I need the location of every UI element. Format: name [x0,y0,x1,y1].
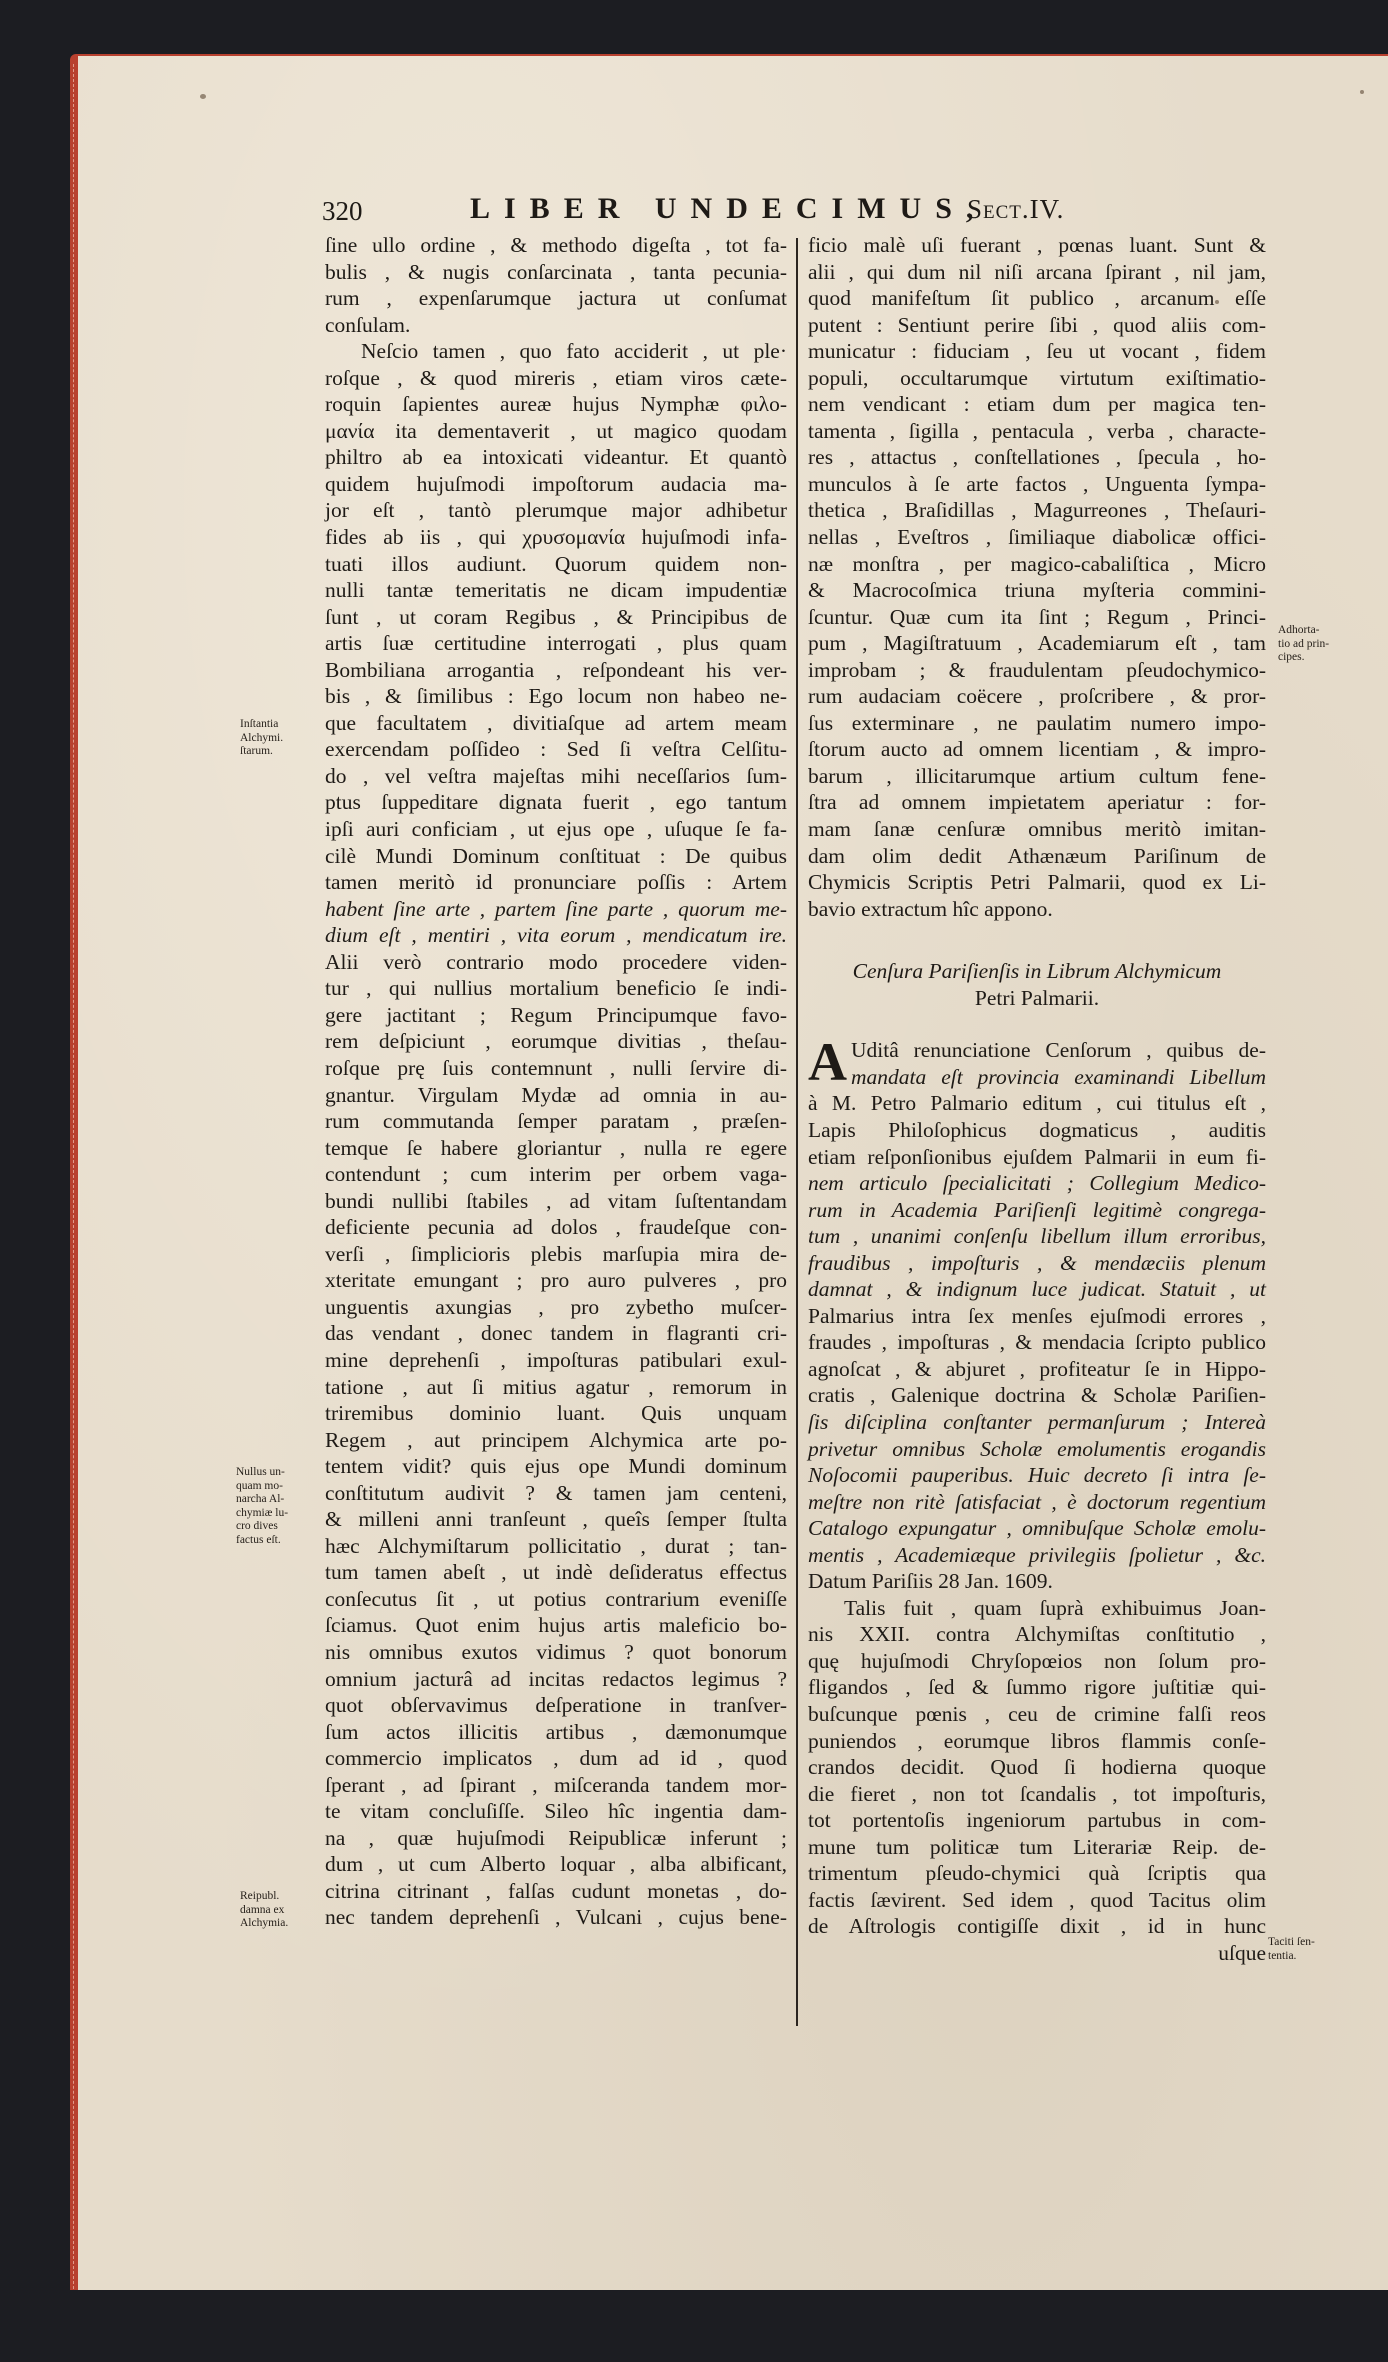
margin-note-line: Alchymi. [240,731,284,744]
text-line: fraudibus , impoſturis , & mendæciis plenum [808,1250,1266,1275]
text-line: nis omnibus exutos vidimus ? quot bonorum [325,1639,787,1664]
margin-note-line: Nullus un- [236,1466,285,1478]
text-line: tot portentoſis ingeniorum partubus in com- [808,1808,1266,1833]
text-line: tum , unanimi conſenſu libellum illum erroribus, [808,1224,1266,1249]
page-bottom-edge [70,2290,1388,2362]
text-line: dum , ut cum Alberto loquar , alba albificant, [325,1852,787,1877]
text-line: agnoſcat , & abjuret , profiteatur ſe in Hippo- [808,1356,1266,1381]
text-line: gere jactitant ; Regum Principumque favo- [325,1002,787,1027]
foxing-spot [1360,90,1364,94]
text-line: do , vel veſtra majeſtas mihi neceſſarios ſum- [325,763,787,788]
text-line: commercio implicatos , dum ad id , quod [325,1746,787,1771]
text-line: buſcunque pœnis , ceu de crimine falſi reos [808,1701,1266,1726]
text-line: ſum actos illicitis artibus , dæmonumque [325,1719,787,1744]
text-line: ſperant , ad ſpirant , miſceranda tandem mor- [325,1772,787,1797]
text-line: trimentum pſeudo-chymici quà ſcriptis qua [808,1861,1266,1886]
text-line: philtro ab ea intoxicati videantur. Et quantò [325,445,787,470]
text-line: rum , expenſarumque jactura ut conſumat [325,286,787,311]
text-line: roquin ſapientes aureæ hujus Nymphæ φιλο- [325,392,787,417]
text-line: tamenta , ſigilla , pentacula , verba , characte- [808,418,1266,443]
text-line: fligandos , ſed & ſummo rigore juſtitiæ qui- [808,1675,1266,1700]
text-line: pum , Magiſtratuum , Academiarum eſt , tam [808,631,1266,656]
text-line: damnat , & indignum luce judicat. Statuit , ut [808,1277,1266,1302]
text-line: quot obſervavimus deſperatione in tranſver- [325,1693,787,1718]
text-line: næ monſtra , per magico-cabaliſtica , Micro [808,551,1266,576]
text-line: ſis diſciplina conſtanter permanſurum ; Intereà [808,1409,1266,1434]
text-line: habent ſine arte , partem ſine parte , quorum me- [325,896,787,921]
left-column [325,232,787,1931]
text-line: μανία ita dementaverit , ut magico quodam [325,418,787,443]
text-line: dam olim dedit Athænæum Pariſinum de [808,843,1266,868]
text-line: roſque prę ſuis contemnunt , nulli ſervire di- [325,1055,787,1080]
margin-note-line: Inſtantia [240,718,279,730]
text-line: etiam reſponſionibus ejuſdem Palmarii in eum fi- [808,1144,1266,1169]
text-line: Lapis Philoſophicus dogmaticus , auditis [808,1117,1266,1142]
text-line: conſulam. [325,312,411,337]
text-line: hæc Alchymiſtarum pollicitatio , durat ; tan- [325,1533,787,1558]
text-line: puniendos , eorumque libros flammis conſe- [808,1728,1266,1753]
text-line: artis ſuæ certitudine interrogati , plus quam [325,631,787,656]
text-line: quidem hujuſmodi impoſtorum audacia ma- [325,471,787,496]
text-line: unguentis axungias , pro zybetho muſcer- [325,1294,787,1319]
text-line: temque ſe habere gloriantur , nulla re egere [325,1135,787,1160]
censure-heading-line1: Cenſura Pariſienſis in Librum Alchymicum [852,959,1222,984]
margin-note-line: narcha Al- [236,1493,285,1505]
text-line: tentem vidit? quis ejus ope Mundi dominum [325,1454,787,1479]
margin-note-line: Taciti ſen- [1268,1936,1315,1948]
text-line: die fieret , non tot ſcandalis , tot impoſturis, [808,1781,1266,1806]
text-line: nem articulo ſpecialicitati ; Collegium Medico- [808,1171,1266,1196]
text-line: fraudes , impoſturas , & mendacia ſcripto publico [808,1330,1266,1355]
text-line: crandos decidit. Quod ſi hodierna quoque [808,1755,1266,1780]
text-line: verſi , ſimplicioris plebis marſupia mira de- [325,1241,787,1266]
text-line: quod manifeſtum ſit publico , arcanum eſſe [808,286,1266,311]
text-line: mandata eſt provincia examinandi Libellum [851,1064,1266,1089]
text-line: Chymicis Scriptis Petri Palmarii, quod ex Li- [808,870,1266,895]
section-label: Sect.IV. [967,194,1065,224]
text-line: ipſi auri conficiam , ut ejus ope , uſuque ſe fa- [325,817,787,842]
text-line: rem deſpiciunt , eorumque divitias , theſau- [325,1029,787,1054]
right-column-continuation [808,1595,1266,1967]
text-line: bulis , & nugis conſarcinata , tanta pecunia- [325,259,787,284]
text-line: tuati illos audiunt. Quorum quidem non- [325,551,787,576]
text-line: roſque , & quod mireris , etiam viros cæte- [325,365,787,390]
right-column [808,232,1266,1966]
text-line: populi, occultarumque virtutum exiſtimatio- [808,365,1266,390]
margin-note-line: quam mo- [236,1479,283,1492]
text-line: ficio malè uſi fuerant , pœnas luant. Sunt & [808,233,1266,257]
text-line: exercendam poſſideo : Sed ſi veſtra Celſitu- [325,737,787,762]
text-line: ſtra ad omnem impietatem aperiatur : for- [808,790,1266,815]
text-line: triremibus dominio luant. Quis unquam [325,1401,787,1426]
text-line: ſciamus. Quot enim hujus artis maleficio bo- [325,1613,787,1638]
text-line: rum audaciam coëcere , proſcribere , & pror- [808,684,1266,709]
text-line: mine deprehenſi , impoſturas patibulari exul- [325,1347,787,1372]
text-line: Neſcio tamen , quo fato acciderit , ut ple· [361,339,787,364]
text-line: ſtorum aucto ad omnem licentiam , & impro- [808,737,1266,762]
running-head [322,192,1282,232]
page-number: 320 [322,196,363,226]
text-line: Palmarius intra ſex menſes ejuſmodi errores , [808,1303,1266,1328]
margin-note-taciti [1268,1936,1315,1963]
text-line: omnium jacturâ ad incitas redactos legimus ? [325,1666,787,1691]
text-line: bavio extractum hîc appono. [808,896,1053,921]
text-line: que facultatem , divitiaſque ad artem meam [325,710,787,735]
text-line: nellas , Eveſtros , ſimiliaque diabolicæ offici- [808,525,1266,550]
text-line: barum , illicitarumque artium cultum fene- [808,763,1266,788]
text-line: ptus ſuppeditare dignata fuerit , ego tantum [325,790,787,815]
text-line: xteritate emungant ; pro auro pulveres , pro [325,1268,787,1293]
text-line: ſcuntur. Quæ cum ita ſint ; Regum , Princi- [808,604,1266,629]
text-line: alii , qui dum nil niſi arcana ſpirant , nil jam, [808,259,1266,284]
text-line: putent : Sentiunt perire ſibi , quod aliis com- [808,312,1266,337]
margin-note-line: tio ad prin- [1278,637,1330,650]
text-line: Catalogo expungatur , omnibuſque Scholæ emolu- [808,1516,1266,1541]
margin-note-line: damna ex [240,1903,285,1916]
text-line: nec tandem deprehenſi , Vulcani , cujus bene- [325,1905,787,1930]
margin-note-instantia [240,718,283,759]
text-line: mune tum politicæ tum Literariæ Reip. de- [808,1834,1266,1859]
text-line: tatione , aut ſi mitius agatur , remorum in [325,1374,787,1399]
margin-note-line: cro dives [236,1520,278,1532]
text-line: privetur omnibus Scholæ emolumentis erogandis [808,1436,1266,1461]
text-line: Uditâ renunciatione Cenſorum , quibus de- [851,1038,1266,1063]
margin-note-line: Adhorta- [1278,624,1320,636]
text-line: na , quæ hujuſmodi Reipublicæ inferunt ; [325,1825,787,1850]
text-line: & Macrocoſmica triuna myſteria commini- [808,578,1266,603]
censure-text [808,1032,1266,1594]
text-line: improbam ; & fraudulentam pſeudochymico- [808,657,1266,682]
text-line: contendunt ; cum interim per orbem vaga- [325,1162,787,1187]
margin-note-line: factus eſt. [236,1533,281,1546]
text-line: ſus exterminare , ne paulatim numero impo- [808,710,1266,735]
text-line: gnantur. Virgulam Mydæ ad omnia in au- [325,1082,787,1107]
text-line: bundi nullibi ſtabiles , ad vitam ſuſtentandam [325,1188,787,1213]
censure-heading-line2: Petri Palmarii. [974,985,1100,1010]
text-line: res , attactus , conſtellationes , ſpecula , ho- [808,445,1266,470]
text-line: das vendant , donec tandem in flagranti cri- [325,1321,787,1346]
drop-cap: A [808,1032,847,1093]
text-line: factis ſævirent. Sed idem , quod Tacitus olim [808,1887,1266,1912]
text-line: cilè Mundi Dominum conſtituat : De quibus [325,843,787,868]
text-line: & milleni anni tranſeunt , queîs ſemper ſtulta [325,1507,787,1532]
text-line: deficiente pecunia ad dolos , fraudeſque con- [325,1215,787,1240]
text-line: dium eſt , mentiri , vita eorum , mendicatum ire. [325,923,787,948]
foxing-spot [200,94,206,99]
text-line: Bombiliana arrogantia , reſpondeant his ver- [325,657,787,682]
margin-note-line: Reipubl. [240,1890,280,1902]
margin-note-line: tentia. [1268,1949,1297,1962]
book-title: LIBER UNDECIMUS, [470,192,988,225]
text-line: thetica , Braſidillas , Magurreones , Theſauri- [808,498,1266,523]
text-line: nis XXII. contra Alchymiſtas conſtitutio , [808,1622,1266,1647]
margin-note-adhortatio [1278,624,1329,665]
text-line: rum commutanda ſemper paratam , præſen- [325,1109,787,1134]
text-line: conſtitutum audivit ? & tamen jam centeni, [325,1480,787,1505]
margin-note-line: ſtarum. [240,745,273,757]
text-line: conſecutus ſit , ut potius contrarium eveniſſe [325,1586,787,1611]
text-line: Noſocomii pauperibus. Huic decreto ſi intra ſe- [808,1463,1266,1488]
text-line: mentis , Academiæque privilegiis ſpolietur , &c. [808,1542,1266,1567]
text-line: uſque [1218,1940,1266,1965]
text-line: Datum Pariſiis 28 Jan. 1609. [808,1569,1053,1594]
right-column-text [808,232,1266,922]
text-line: munculos à ſe arte factos , Unguenta ſympa- [808,471,1266,496]
margin-note-line: cipes. [1278,651,1305,663]
text-line: Alii verò contrario modo procedere viden- [325,949,787,974]
text-line: tur , qui nullius mortalium beneficio ſe indi- [325,976,787,1001]
text-line: mam ſanæ cenſuræ omnibus meritò imitan- [808,817,1266,842]
text-line: bis , & ſimilibus : Ego locum non habeo ne- [325,684,787,709]
text-line: à M. Petro Palmario editum , cui titulus eſt , [808,1091,1266,1116]
margin-note-reipubl [240,1890,288,1931]
text-line: tum tamen abeſt , ut indè deſideratus effectus [325,1560,787,1585]
text-line: Talis fuit , quam ſuprà exhibuimus Joan- [844,1595,1266,1620]
text-line: nem vendicant : etiam dum per magica ten- [808,392,1266,417]
text-line: rum in Academia Pariſienſi legitimè congrega- [808,1197,1266,1222]
text-line: ſine ullo ordine , & methodo digeſta , tot fa- [325,233,787,257]
text-line: te vitam concluſiſſe. Sileo hîc ingentia dam- [325,1799,787,1824]
margin-note-nullus [236,1466,288,1547]
text-line: nulli tantæ temeritatis ne dicam impudentiæ [325,578,787,603]
text-line: quę hujuſmodi Chryſopœios non ſolum pro- [808,1648,1266,1673]
text-line: de Aſtrologis contigiſſe dixit , id in hunc [808,1914,1266,1939]
text-line: meſtre non ritè ſatisfaciat , è doctorum regentium [808,1489,1266,1514]
column-divider [796,238,798,2026]
page-edge-stitching [73,64,75,2314]
text-line: Regem , aut principem Alchymica arte po- [325,1427,787,1452]
text-line: fides ab iis , qui χρυσομανία hujuſmodi infa- [325,525,787,550]
text-line: citrina citrinant , falſas cudunt monetas , do- [325,1878,787,1903]
text-line: ſunt , ut coram Regibus , & Principibus de [325,604,787,629]
text-line: cratis , Galenique doctrina & Scholæ Pariſien- [808,1383,1266,1408]
margin-note-line: Alchymia. [240,1917,289,1929]
text-line: jor eſt , tantò plerumque major adhibetur [325,498,787,523]
margin-note-line: chymiæ lu- [236,1506,289,1519]
text-line: tamen meritò id pronunciare poſſis : Artem [325,870,787,895]
text-line: municatur : fiduciam , ſeu ut vocant , fidem [808,339,1266,364]
